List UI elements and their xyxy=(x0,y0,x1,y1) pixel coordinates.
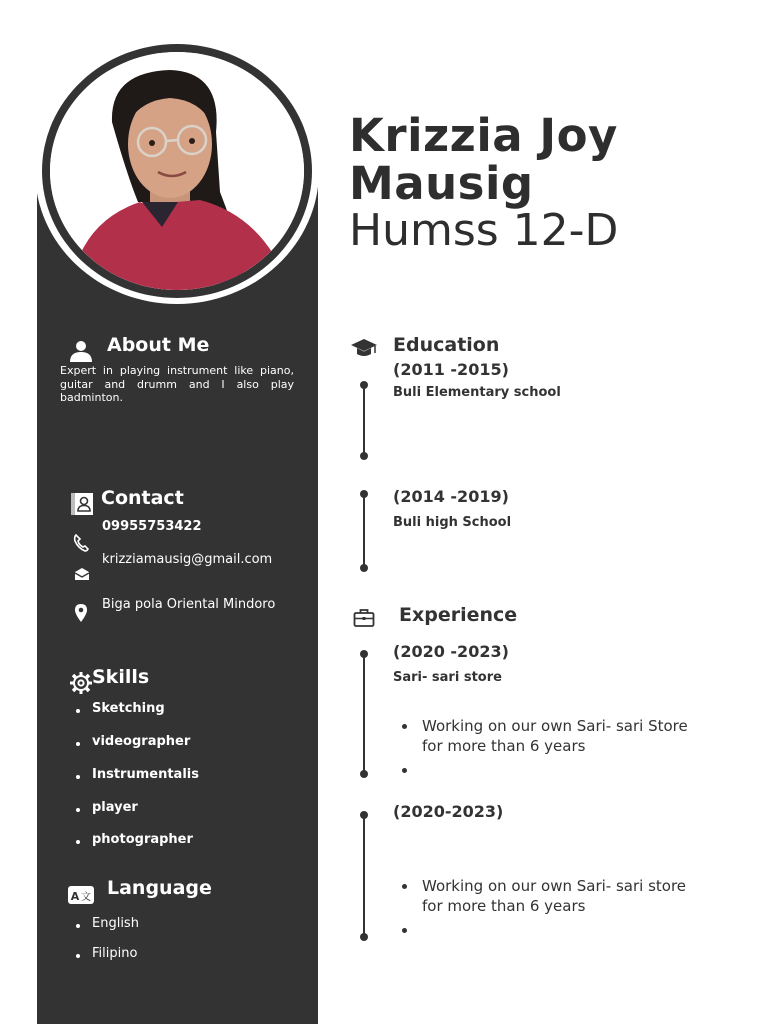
translate-icon xyxy=(67,884,95,906)
experience-heading: Experience xyxy=(399,604,518,626)
email-address[interactable]: krizziamausig@gmail.com xyxy=(102,552,273,567)
timeline-line xyxy=(363,654,365,774)
location-pin-icon xyxy=(74,603,88,623)
timeline-line xyxy=(363,815,365,935)
full-name xyxy=(349,109,749,210)
timeline-dot xyxy=(360,452,368,460)
experience-period: (2020-2023) xyxy=(393,802,504,821)
phone-number[interactable]: 09955753422 xyxy=(102,519,202,534)
education-period: (2014 -2019) xyxy=(393,487,509,506)
timeline-line xyxy=(363,385,365,456)
experience-place: Sari- sari store xyxy=(393,670,502,685)
experience-period: (2020 -2023) xyxy=(393,642,509,661)
name-line-1: Krizzia Joy xyxy=(349,109,618,162)
person-icon xyxy=(69,340,93,362)
about-heading: About Me xyxy=(107,334,210,356)
address: Biga pola Oriental Mindoro xyxy=(102,597,276,612)
briefcase-icon xyxy=(353,608,375,628)
svg-text:文: 文 xyxy=(81,892,91,903)
timeline-dot xyxy=(360,933,368,941)
contact-heading: Contact xyxy=(101,487,184,509)
education-school: Buli Elementary school xyxy=(393,385,561,400)
phone-icon xyxy=(73,534,89,552)
about-text: Expert in playing instrument like piano, guitar and drumm and I also play badminton. xyxy=(60,364,294,404)
timeline-dot xyxy=(360,770,368,778)
name-line-2: Mausig xyxy=(349,157,534,210)
contact-card-icon xyxy=(70,492,94,516)
education-school: Buli high School xyxy=(393,515,512,530)
gear-icon xyxy=(69,671,93,695)
timeline-dot xyxy=(360,564,368,572)
profile-photo xyxy=(50,52,304,290)
skills-heading: Skills xyxy=(92,666,150,688)
language-heading: Language xyxy=(107,877,212,899)
education-period: (2011 -2015) xyxy=(393,360,509,379)
graduation-cap-icon xyxy=(350,336,378,360)
envelope-icon xyxy=(74,567,90,581)
education-heading: Education xyxy=(393,334,500,356)
timeline-line xyxy=(363,494,365,568)
grade-section: Humss 12-D xyxy=(349,205,619,256)
svg-text:A: A xyxy=(70,890,80,903)
